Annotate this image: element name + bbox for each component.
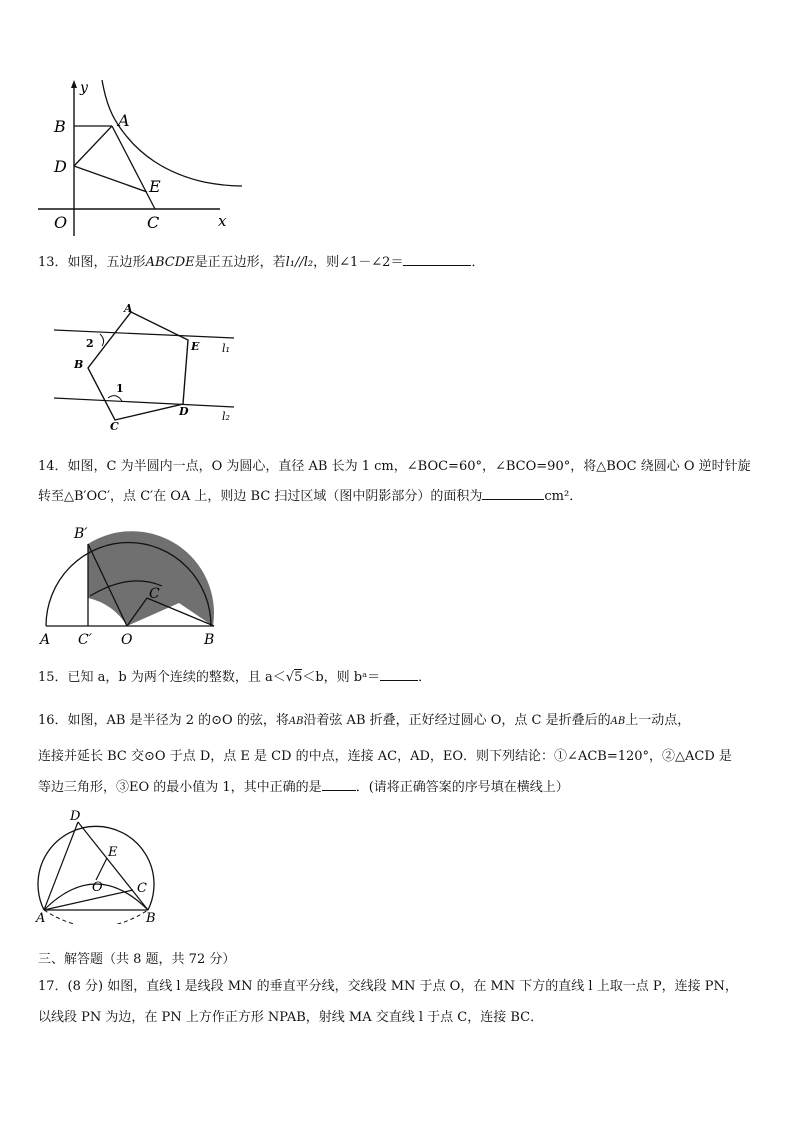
label-a: A (40, 632, 51, 648)
figure-q13-pentagon (48, 300, 238, 432)
hyperbola-curve (102, 80, 242, 186)
label-o: O (54, 213, 68, 232)
section-title: 三、解答题（共 8 题，共 72 分） (38, 952, 236, 967)
label-c: C (149, 586, 160, 602)
label-l1: l₁ (222, 342, 230, 355)
label-b: B (74, 358, 84, 371)
label-d: D (179, 405, 189, 418)
line-l2 (54, 398, 234, 407)
question-16-line3: 等边三角形，③EO 的最小值为 1，其中正确的是 ．(请将正确答案的序号填在横线上） (38, 773, 569, 803)
label-x: x (218, 212, 227, 230)
label-c: C (137, 881, 147, 896)
angle-1-arc (108, 396, 122, 401)
circle-upper-arc (38, 826, 154, 910)
question-17-line2: 以线段 PN 为边，在 PN 上方作正方形 NPAB，射线 MA 交直线 l 于点 C，连接 BC． (38, 1010, 544, 1025)
label-c: C (110, 420, 119, 432)
line-l1 (54, 330, 234, 338)
label-a: A (118, 111, 130, 130)
figure-q16-circle (34, 808, 164, 924)
segment-eo (96, 858, 107, 880)
question-15: 15．已知 a，b 为两个连续的整数，且 a＜√5＜b，则 bᵃ＝ ． (38, 663, 431, 693)
answer-blank-15[interactable] (380, 666, 418, 681)
label-o: O (121, 632, 133, 648)
sqrt-symbol: √ (285, 670, 295, 685)
label-cprime: C′ (78, 632, 92, 648)
segment-ac (44, 890, 133, 910)
segment-de (74, 166, 147, 192)
question-16-line2: 连接并延长 BC 交⊙O 于点 D，点 E 是 CD 的中点，连接 AC，AD，EO．则下列结论：①∠ACB=120°，②△ACD 是 (38, 749, 732, 764)
circle-lower-arc-dashed (44, 910, 148, 924)
label-e: E (149, 177, 161, 196)
answer-blank-14[interactable] (482, 485, 544, 500)
question-17-line1: 17．(8 分) 如图，直线 l 是线段 MN 的垂直平分线，交线段 MN 于点 O，在 MN 下方的直线 l 上取一点 P，连接 PN， (38, 979, 738, 994)
label-1: 1 (116, 382, 124, 395)
label-a: A (36, 911, 46, 924)
question-14-line1: 14．如图，C 为半圆内一点，O 为圆心，直径 AB 长为 1 cm，∠BOC=60°，∠BCO=90°，将△BOC 绕圆心 O 逆时针旋 (38, 459, 751, 474)
label-y: y (80, 80, 88, 96)
label-b: B (204, 632, 215, 648)
segment-ad (44, 822, 78, 910)
answer-blank-16[interactable] (322, 776, 356, 791)
question-14-line2: 转至△B′OC′，点 C′在 OA 上，则边 BC 扫过区域（图中阴影部分）的面积为 cm²． (38, 482, 582, 512)
label-a: A (124, 302, 133, 315)
label-2: 2 (86, 337, 94, 350)
label-e: E (191, 340, 200, 353)
label-b: B (146, 911, 156, 924)
label-e: E (108, 845, 118, 860)
y-axis-arrow (71, 80, 77, 88)
label-d: D (70, 809, 81, 824)
label-o: O (92, 880, 103, 895)
segment-db (78, 822, 148, 910)
answer-blank-13[interactable] (403, 251, 471, 266)
segment-ac (112, 126, 155, 209)
segment-da (74, 126, 112, 166)
question-13: 13．如图，五边形ABCDE是正五边形，若l₁//l₂，则∠1－∠2＝ ． (38, 248, 484, 278)
label-c: C (147, 213, 160, 232)
label-b: B (54, 117, 66, 136)
question-16-line1: 16．如图，AB 是半径为 2 的⊙O 的弦，将AB沿着弦 AB 折叠，正好经过圆心 O，点 C 是折叠后的AB上一动点， (38, 713, 691, 728)
figure-q14-semicircle (34, 520, 224, 650)
angle-2-arc (100, 334, 104, 346)
label-l2: l₂ (222, 410, 230, 423)
figure-q12-graph (34, 78, 248, 238)
label-bprime: B′ (74, 526, 88, 542)
label-d: D (54, 157, 67, 176)
